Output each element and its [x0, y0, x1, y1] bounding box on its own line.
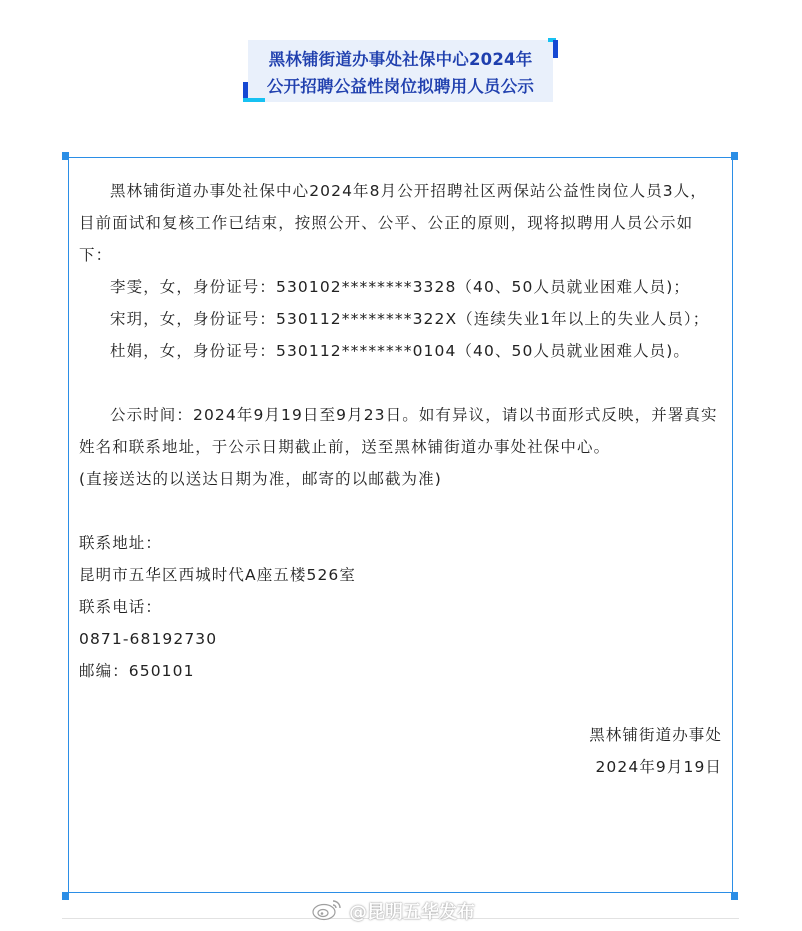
address-label: 联系地址：: [79, 534, 163, 552]
page-title: [248, 40, 553, 102]
postcode: 邮编：650101: [79, 662, 195, 680]
frame-corner: [731, 892, 738, 900]
title-line-1: 黑林铺街道办事处社保中心2024年: [268, 50, 533, 69]
address-value: 昆明市五华区西城时代A座五楼526室: [79, 566, 356, 584]
frame-corner: [62, 892, 69, 900]
signature-date: 2024年9月19日: [595, 758, 722, 776]
signature-org: 黑林铺街道办事处: [589, 726, 722, 744]
watermark-text: @昆明五华发布: [349, 902, 475, 923]
candidate-item: 李雯，女，身份证号：530102********3328（40、50人员就业困难人员)；: [110, 278, 691, 296]
notice-body: [79, 175, 722, 783]
phone-label: 联系电话：: [79, 598, 163, 616]
phone-value: 0871-68192730: [79, 630, 218, 648]
notice-note: (直接送达的以送达日期为准，邮寄的以邮截为准): [79, 470, 442, 488]
notice-period-paragraph: 公示时间：2024年9月19日至9月23日。如有异议，请以书面形式反映，并署真实姓名和联系地址，于公示日期截止前，送至黑林铺街道办事处社保中心。: [79, 406, 718, 456]
title-line-2: 公开招聘公益性岗位拟聘用人员公示: [266, 77, 535, 96]
candidate-item: 杜娟，女，身份证号：530112********0104（40、50人员就业困难人员)。: [110, 342, 691, 360]
frame-corner: [62, 152, 69, 160]
watermark: [311, 898, 475, 924]
title-decoration: [553, 40, 558, 58]
title-decoration: [243, 98, 265, 102]
weibo-icon: [311, 897, 343, 926]
frame-corner: [731, 152, 738, 160]
intro-paragraph: 黑林铺街道办事处社保中心2024年8月公开招聘社区两保站公益性岗位人员3人，目前面试和复核工作已结束，按照公开、公平、公正的原则，现将拟聘用人员公示如下：: [79, 182, 707, 264]
candidate-item: 宋玥，女，身份证号：530112********322X（连续失业1年以上的失业人员）；: [110, 310, 710, 328]
